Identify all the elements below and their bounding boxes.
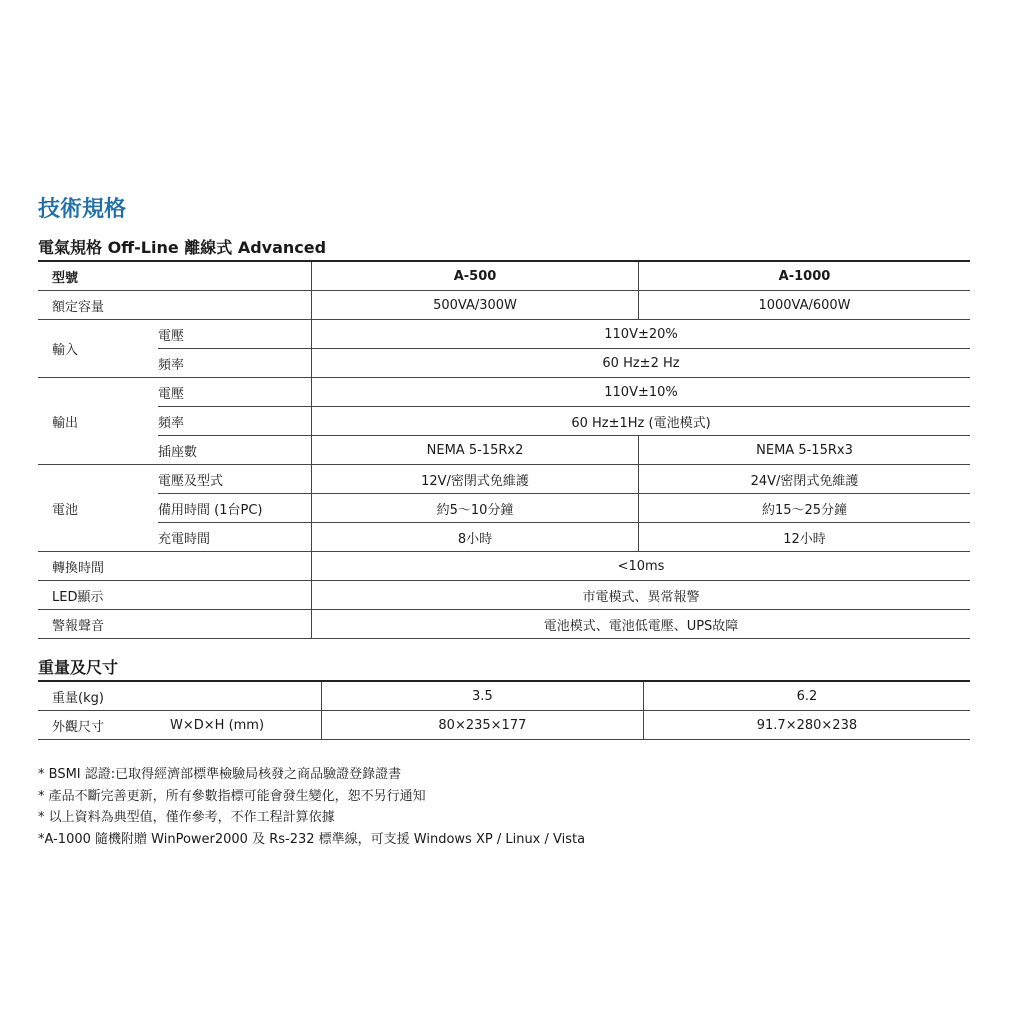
outlets-label: 插座數	[158, 436, 312, 465]
capacity-a500: 500VA/300W	[312, 291, 639, 320]
charge-time-a500: 8小時	[312, 523, 639, 552]
size-unit: W×D×H (mm)	[156, 711, 321, 740]
input-voltage-value: 110V±20%	[312, 320, 971, 349]
alarm-value: 電池模式、電池低電壓、UPS故障	[312, 610, 971, 639]
battery-type-a1000: 24V/密閉式免維護	[639, 465, 971, 494]
page-title: 技術規格	[38, 197, 127, 222]
capacity-label: 額定容量	[38, 291, 312, 320]
charge-time-a1000: 12小時	[639, 523, 971, 552]
dimensions-title: 重量及尺寸	[38, 658, 119, 677]
outlets-a500: NEMA 5-15Rx2	[312, 436, 639, 465]
input-frequency-value: 60 Hz±2 Hz	[312, 349, 971, 378]
transfer-time-value: <10ms	[312, 552, 971, 581]
output-frequency-value: 60 Hz±1Hz (電池模式)	[312, 407, 971, 436]
led-value: 市電模式、異常報警	[312, 581, 971, 610]
size-label: 外觀尺寸	[38, 711, 156, 740]
footnote-software: *A-1000 隨機附贈 WinPower2000 及 Rs-232 標準線，可支援 Windows XP / Linux / Vista	[38, 831, 586, 847]
table-row-battery-backup	[38, 494, 970, 523]
footnote-updates: * 產品不斷完善更新，所有參數指標可能會發生變化，恕不另行通知	[38, 788, 426, 804]
output-voltage-label: 電壓	[158, 378, 312, 407]
backup-time-a1000: 約15～25分鐘	[639, 494, 971, 523]
output-frequency-label: 頻率	[158, 407, 312, 436]
table-row-output-voltage	[38, 378, 970, 407]
alarm-label: 警報聲音	[38, 610, 312, 639]
table-row-battery-type	[38, 465, 970, 494]
footnotes	[38, 764, 585, 850]
battery-label: 電池	[38, 465, 158, 552]
input-voltage-label: 電壓	[158, 320, 312, 349]
transfer-time-label: 轉換時間	[38, 552, 312, 581]
backup-time-a500: 約5～10分鐘	[312, 494, 639, 523]
table-row-alarm	[38, 610, 970, 639]
charge-time-label: 充電時間	[158, 523, 312, 552]
table-row-output-outlets	[38, 436, 970, 465]
table-row-input-voltage	[38, 320, 970, 349]
output-label: 輸出	[38, 378, 158, 465]
battery-type-label: 電壓及型式	[158, 465, 312, 494]
table-row-size	[38, 711, 970, 740]
table-row-model	[38, 261, 970, 291]
model-a500: A-500	[312, 261, 639, 291]
weight-label: 重量(kg)	[38, 681, 321, 711]
input-frequency-label: 頻率	[158, 349, 312, 378]
output-voltage-value: 110V±10%	[312, 378, 971, 407]
weight-a500: 3.5	[321, 681, 643, 711]
table-row-led	[38, 581, 970, 610]
footnote-typical-values: * 以上資料為典型值，僅作參考，不作工程計算依據	[38, 810, 335, 825]
table-row-output-frequency	[38, 407, 970, 436]
outlets-a1000: NEMA 5-15Rx3	[639, 436, 971, 465]
table-row-capacity	[38, 291, 970, 320]
size-a500: 80×235×177	[321, 711, 643, 740]
table-row-transfer	[38, 552, 970, 581]
table-row-battery-charge	[38, 523, 970, 552]
electrical-spec-table	[38, 260, 970, 639]
dimensions-table	[38, 680, 970, 740]
footnote-bsmi: * BSMI 認證:已取得經濟部標準檢驗局核發之商品驗證登錄證書	[38, 767, 402, 782]
led-label: LED顯示	[38, 581, 312, 610]
capacity-a1000: 1000VA/600W	[639, 291, 971, 320]
input-label: 輸入	[38, 320, 158, 378]
table-row-input-frequency	[38, 349, 970, 378]
table-row-weight	[38, 681, 970, 711]
weight-a1000: 6.2	[643, 681, 970, 711]
backup-time-label: 備用時間 (1台PC)	[158, 494, 312, 523]
electrical-spec-title: 電氣規格 Off-Line 離線式 Advanced	[38, 238, 327, 257]
model-label: 型號	[38, 261, 312, 291]
size-a1000: 91.7×280×238	[643, 711, 970, 740]
battery-type-a500: 12V/密閉式免維護	[312, 465, 639, 494]
model-a1000: A-1000	[639, 261, 971, 291]
